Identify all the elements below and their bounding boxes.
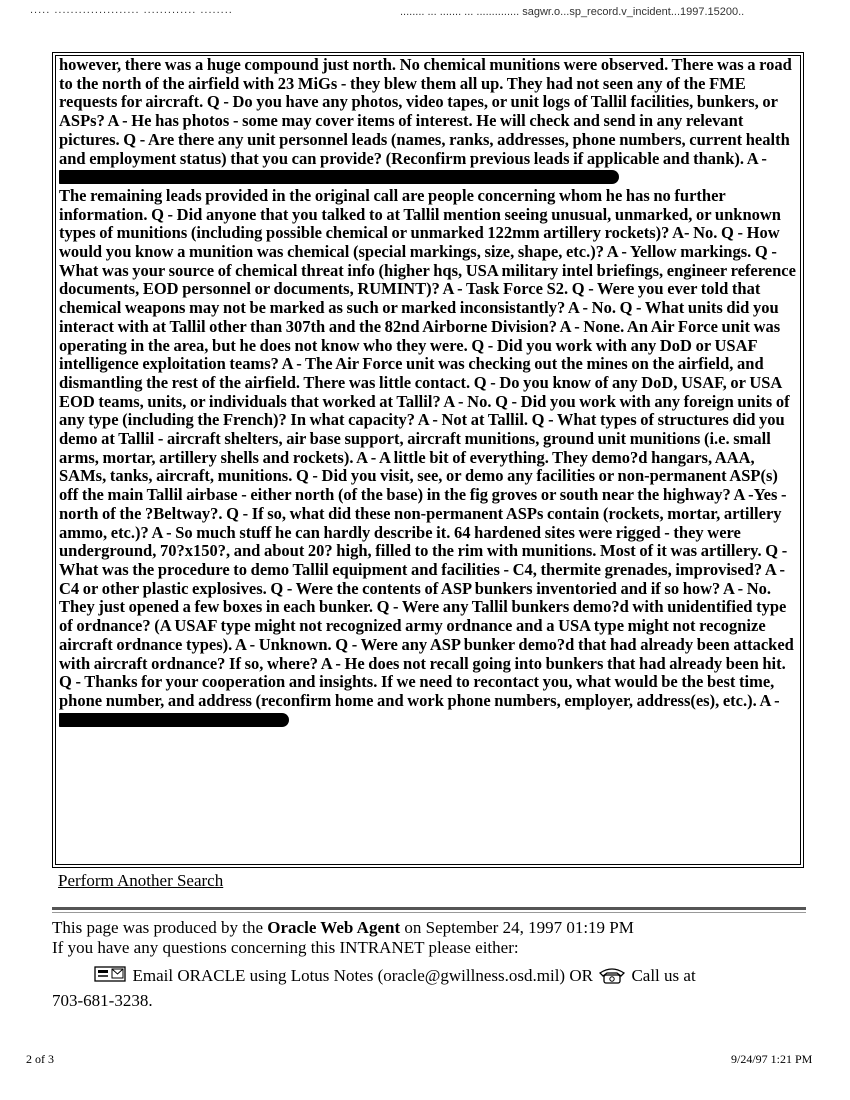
agent-name: Oracle Web Agent [267, 918, 401, 937]
body-part-2: The remaining leads provided in the original call are people concerning whom he has no further information. Q - Did anyone that you talked to at Tallil mention seeing unusual, unmarked, or unknown types of munitions (including possible chemical or unmarked 122mm artillery rockets)? A- No. Q - How would you know a munition was chemical (special markings, size, shape, etc.)? A - Yellow markings. Q - What was your source of chemical threat info (higher hqs, USA military intel briefings, engineer reference documents, EOD personnel or documents, RUMINT)? A - Task Force S2. Q - Were you ever told that chemical weapons may not be marked as such or marked inconsistantly? A - No. Q - What units did you interact with at Tallil other than 307th and the 82nd Airborne Division? A - None. An Air Force unit was operating in the area, but he does not know who they were. Q - Did you work with any DoD or USAF intelligence exploitation teams? A - The Air Force unit was checking out the mines on the airfield, and dismantling the rest of the airfield. There was little contact. Q - Do you know of any DoD, USAF, or USA EOD teams, units, or individuals that worked at Tallil? A - No. Q - Did you work with any foreign units of any type (including the French)? In what capacity? A - Not at Tallil. Q - What types of structures did you demo at Tallil - aircraft shelters, air base support, aircraft munitions, ground unit munitions (i.e. small arms, mortar, artillery shells and rockets). A - A little bit of everything. They demo?d hangars, AAA, SAMs, tanks, aircraft, munitions. Q - Did you visit, see, or demo any facilities or non-permanent ASP(s) off the main Tallil airbase - either north (of the base) in the fig groves or south near the highway? A -Yes - north of the ?Beltway?. Q - If so, what did these non-permanent ASPs contain (rockets, mortar, artillery ammo, etc.)? A - So much stuff he can hardly describe it. 64 hardened sites were rigged - they were underground, 70?x150?, and about 20? high, filled to the rim with munitions. Most of it was artillery. Q - What was the procedure to demo Tallil equipment and facilities - C4, thermite grenades, improvised? A - C4 or other plastic explosives. Q - Were the contents of ASP bunkers inventoried and if so how? A - No. They just opened a few boxes in each bunker. Q - Were any Tallil bunkers demo?d with unidentified type of ordnance? (A USAF type might not recognized army ordnance and a USA type might not recognize aircraft ordnance types). A - Unknown. Q - Were any ASP bunker demo?d that had already been attacked with aircraft ordnance? If so, where? A - He does not recall going into bunkers that had already been hit. Q - Thanks for your cooperation and insights. If we need to recontact you, what would be the best time, phone number, and address (reconfirm home and work phone numbers, employer, address(es), etc.). A - [59, 185, 796, 710]
footer-divider-thin [52, 912, 806, 913]
contact-section [52, 964, 812, 1012]
document-frame [52, 52, 804, 868]
header-left-text: ..... ..................... ............. ........ [30, 4, 233, 16]
header-url-text: ........ ... ....... ... .............. sagwr.o...sp_record.v_incident...1997.15200.. [400, 6, 745, 18]
call-text: Call us at [631, 966, 696, 985]
perform-another-search-link[interactable]: Perform Another Search [58, 871, 224, 890]
produced-suffix: on September 24, 1997 01:19 PM [400, 918, 634, 937]
body-part-1: however, there was a huge compound just north. No chemical munitions were observed. There was a road to the north of the airfield with 23 MiGs - they blew them all up. They had not seen any of the FME requests for aircraft. Q - Do you have any photos, video tapes, or unit logs of Tallil facilities, bunkers, or ASPs? A - He has photos - some may cover items of interest. He will check and send in any relevant pictures. Q - Are there any unit personnel leads (names, ranks, addresses, phone numbers, current health and employment status) that you can provide? (Reconfirm previous leads if applicable and thank). A - [59, 55, 792, 168]
print-date: 9/24/97 1:21 PM [731, 1052, 813, 1066]
email-text: Email ORACLE using Lotus Notes (oracle@gwillness.osd.mil) OR [132, 966, 593, 985]
telephone-icon[interactable] [597, 964, 627, 990]
browser-header [0, 0, 850, 26]
page-number: 2 of 3 [26, 1052, 54, 1066]
produced-by-notice [52, 918, 812, 958]
footer-divider [52, 907, 806, 910]
phone-number: 703-681-3238. [52, 991, 153, 1010]
document-body [59, 56, 797, 729]
lotus-notes-email-icon[interactable] [94, 964, 128, 990]
produced-prefix: This page was produced by the [52, 918, 268, 937]
questions-line: If you have any questions concerning this INTRANET please either: [52, 938, 519, 957]
redaction-bar [59, 713, 289, 727]
redaction-bar [59, 170, 619, 184]
